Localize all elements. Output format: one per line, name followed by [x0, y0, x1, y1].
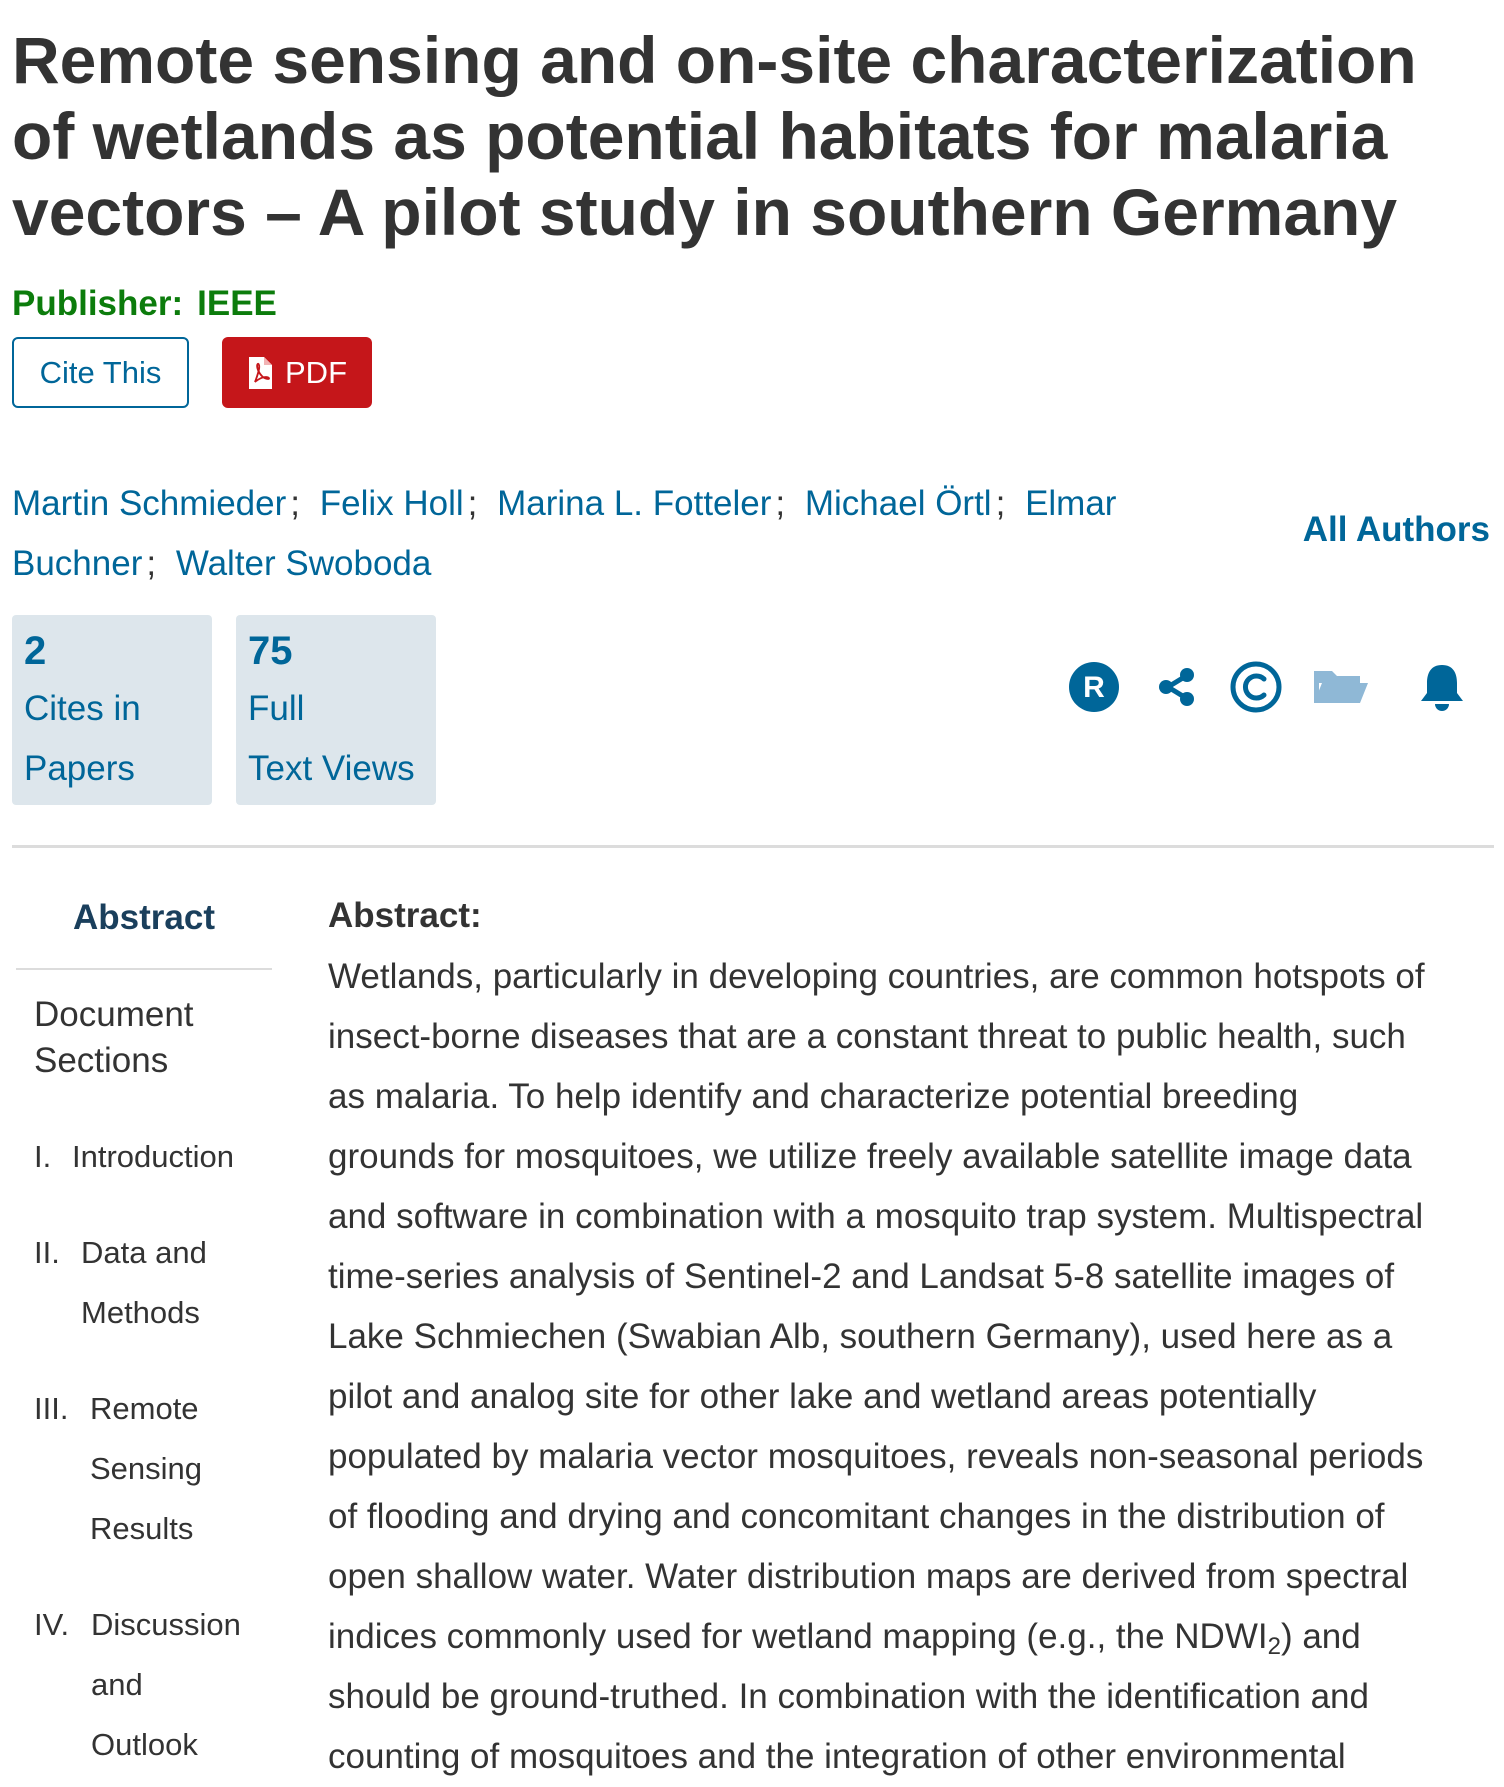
author-link[interactable]: Felix Holl: [319, 484, 464, 523]
publisher-name: IEEE: [197, 284, 277, 323]
toc-label-line: Data and: [81, 1235, 207, 1270]
ndwi-subscript: 2: [1267, 1633, 1281, 1660]
toc-label-line: Sensing: [90, 1451, 203, 1486]
toc-label-line: Results: [90, 1511, 194, 1546]
abstract-line: insect-borne diseases that are a constant threat to public health, such: [328, 1017, 1406, 1056]
metric-full-text-views[interactable]: [236, 615, 436, 805]
abstract-line: counting of mosquitoes and the integration of other environmental: [328, 1737, 1346, 1776]
toc-label-line: Introduction: [72, 1139, 234, 1174]
abstract-line: of flooding and drying and concomitant changes in the distribution of: [328, 1497, 1385, 1536]
copyright-icon[interactable]: [1228, 659, 1284, 715]
toc-label-line: and: [91, 1667, 143, 1702]
abstract-line: Lake Schmiechen (Swabian Alb, southern Germany), used here as a: [328, 1317, 1393, 1356]
bell-icon[interactable]: [1414, 659, 1470, 715]
abstract-line: pilot and analog site for other lake and wetland areas potentially: [328, 1377, 1317, 1416]
sidebar-divider: [16, 968, 272, 970]
author-separator: ;: [467, 484, 478, 523]
abstract-line: time-series analysis of Sentinel-2 and Landsat 5-8 satellite images of: [328, 1257, 1395, 1296]
pdf-button-label: PDF: [285, 354, 347, 390]
abstract-line: Wetlands, particularly in developing countries, are common hotspots of: [328, 957, 1425, 996]
svg-text:R: R: [1083, 671, 1105, 704]
section-divider: [12, 845, 1494, 848]
author-link[interactable]: Michael Örtl: [804, 484, 992, 523]
toc-label-line: Remote: [90, 1391, 199, 1426]
abstract-line: as malaria. To help identify and characterize potential breeding: [328, 1077, 1299, 1116]
toc-item-data-and-methods[interactable]: [34, 1223, 207, 1343]
toc-number: I.: [34, 1139, 52, 1174]
abstract-line: grounds for mosquitoes, we utilize freely available satellite image data: [328, 1137, 1412, 1176]
author-list: [12, 474, 1182, 594]
abstract-label: Abstract:: [328, 896, 482, 935]
publisher: [12, 284, 277, 324]
toc-number: III.: [34, 1391, 69, 1426]
pdf-button[interactable]: [222, 337, 372, 408]
abstract-line: [328, 1607, 1468, 1667]
toc-item-remote-sensing-results[interactable]: [34, 1379, 202, 1559]
metric-cites-in-papers[interactable]: [12, 615, 212, 805]
author-separator: ;: [146, 544, 157, 583]
abstract-text-segment: ) and: [1280, 1617, 1361, 1656]
share-icon[interactable]: [1148, 659, 1204, 715]
publisher-label: Publisher:: [12, 284, 184, 323]
abstract-line: should be ground-truthed. In combination with the identification and: [328, 1677, 1369, 1716]
abstract-line: open shallow water. Water distribution maps are derived from spectral: [328, 1557, 1409, 1596]
author-link[interactable]: Elmar Buchner: [12, 484, 1117, 583]
tab-abstract[interactable]: Abstract: [73, 898, 215, 937]
toc-label-line: Discussion: [91, 1607, 241, 1642]
metric-value: 75: [248, 629, 293, 673]
metric-label-line: Text Views: [248, 749, 415, 788]
author-link[interactable]: Walter Swoboda: [175, 544, 432, 583]
abstract-line: and software in combination with a mosquito trap system. Multispectral: [328, 1197, 1424, 1236]
metric-value: 2: [24, 629, 47, 673]
toc-label-line: Methods: [81, 1295, 200, 1330]
abstract-line: populated by malaria vector mosquitoes, reveals non-seasonal periods: [328, 1437, 1424, 1476]
author-separator: ;: [775, 484, 786, 523]
author-separator: ;: [995, 484, 1006, 523]
pdf-icon: [247, 356, 273, 390]
metric-label-line: Cites in: [24, 689, 141, 728]
rights-icon[interactable]: [1066, 659, 1122, 715]
metric-label-line: Full: [248, 689, 305, 728]
author-link[interactable]: Martin Schmieder: [12, 484, 287, 523]
author-separator: ;: [290, 484, 300, 523]
toc-label-line: Outlook: [91, 1727, 198, 1762]
folder-icon[interactable]: [1310, 659, 1370, 715]
author-link[interactable]: Marina L. Fotteler: [497, 484, 772, 523]
toc-number: IV.: [34, 1607, 70, 1642]
heading-line: Document: [34, 995, 194, 1034]
metric-label-line: Papers: [24, 749, 135, 788]
toc-number: II.: [34, 1235, 60, 1270]
toc-item-discussion-and-outlook[interactable]: [34, 1595, 241, 1775]
page-title: Remote sensing and on-site characterization of wetlands as potential habitats for malaria vectors – A pilot study in southern Germany: [12, 23, 1417, 249]
abstract-text-segment: indices commonly used for wetland mapping (e.g., the NDWI: [328, 1617, 1268, 1656]
abstract-text: [328, 947, 1468, 1787]
cite-this-button[interactable]: Cite This: [12, 337, 189, 408]
heading-line: Sections: [34, 1041, 169, 1080]
document-sections-heading: [34, 992, 264, 1084]
toc-item-introduction[interactable]: [34, 1127, 234, 1187]
all-authors-link[interactable]: All Authors: [1302, 510, 1490, 549]
